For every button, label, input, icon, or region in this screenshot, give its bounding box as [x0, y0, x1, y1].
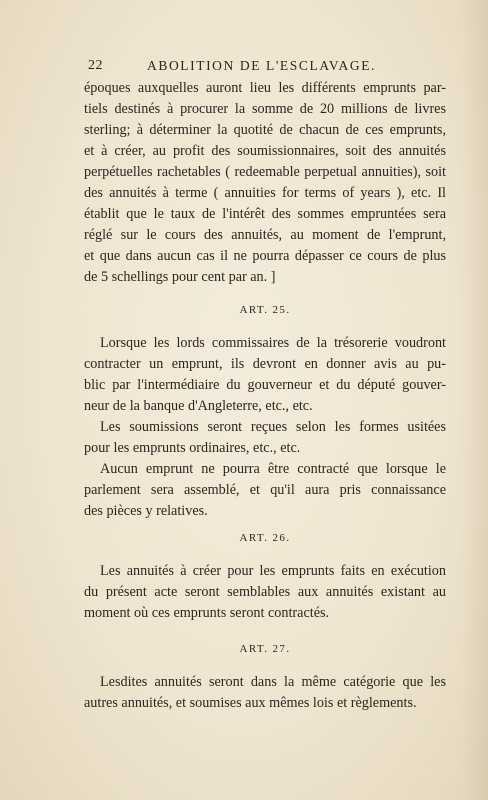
text-line: Lorsque les lords commissaires de la trésorerie voudront [100, 335, 446, 351]
text-line: autres annuités, et soumises aux mêmes lois et règlements. [84, 695, 417, 711]
article-heading: ART. 27. [239, 643, 291, 655]
page-number: 22 [88, 58, 103, 73]
paragraph [84, 417, 446, 459]
text-line: réglé sur le cours des annuités, au moment de l'emprunt, [84, 227, 446, 243]
text-line: neur de la banque d'Angleterre, etc., etc. [84, 398, 313, 414]
page-header [84, 58, 448, 78]
text-line: des annuités à terme ( annuities for terms of years ), etc. Il [84, 185, 446, 201]
text-line: et que dans aucun cas il ne pourra dépasser ce cours de plus [84, 248, 446, 264]
paragraph-continuation [84, 78, 446, 288]
paragraph [84, 333, 446, 417]
running-title: ABOLITION DE L'ESCLAVAGE. [147, 58, 377, 73]
article-heading: ART. 26. [239, 532, 291, 544]
text-line: Lesdites annuités seront dans la même catégorie que les [100, 674, 446, 690]
text-line: Les annuités à créer pour les emprunts faits en exécution [100, 563, 446, 579]
text-line: perpétuelles rachetables ( redeemable perpetual annuities), soit [84, 164, 446, 180]
text-line: et à créer, au profit des soumissionnaires, soit des annuités [84, 143, 446, 159]
article-26 [84, 528, 446, 624]
text-line: de 5 schellings pour cent par an. ] [84, 269, 276, 285]
text-line: pour les emprunts ordinaires, etc., etc. [84, 440, 301, 456]
article-25 [84, 300, 446, 522]
text-line: parlement sera assemblé, et qu'il aura pris connaissance [84, 482, 446, 498]
text-line: blic par l'intermédiaire du gouverneur et du député gouver- [84, 377, 446, 393]
text-line: tiels destinés à procurer la somme de 20 millions de livres [84, 101, 446, 117]
text-line: du présent acte seront semblables aux annuités existant au [84, 584, 446, 600]
paragraph [84, 459, 446, 522]
article-27 [84, 639, 446, 714]
text-line: Les soumissions seront reçues selon les formes usitées [100, 419, 446, 435]
page-edge-shadow [460, 0, 488, 800]
text-line: contracter un emprunt, ils devront en donner avis au pu- [84, 356, 446, 372]
text-line: moment où ces emprunts seront contractés. [84, 605, 330, 621]
text-line: époques auxquelles auront lieu les différents emprunts par- [84, 80, 446, 96]
text-line: sterling; à déterminer la quotité de chacun de ces emprunts, [84, 122, 446, 138]
article-heading: ART. 25. [239, 304, 291, 316]
text-line: établit que le taux de l'intérêt des sommes empruntées sera [84, 206, 446, 222]
text-line: Aucun emprunt ne pourra être contracté que lorsque le [100, 461, 446, 477]
text-line: des pièces y relatives. [84, 503, 208, 519]
page-body [84, 78, 446, 714]
